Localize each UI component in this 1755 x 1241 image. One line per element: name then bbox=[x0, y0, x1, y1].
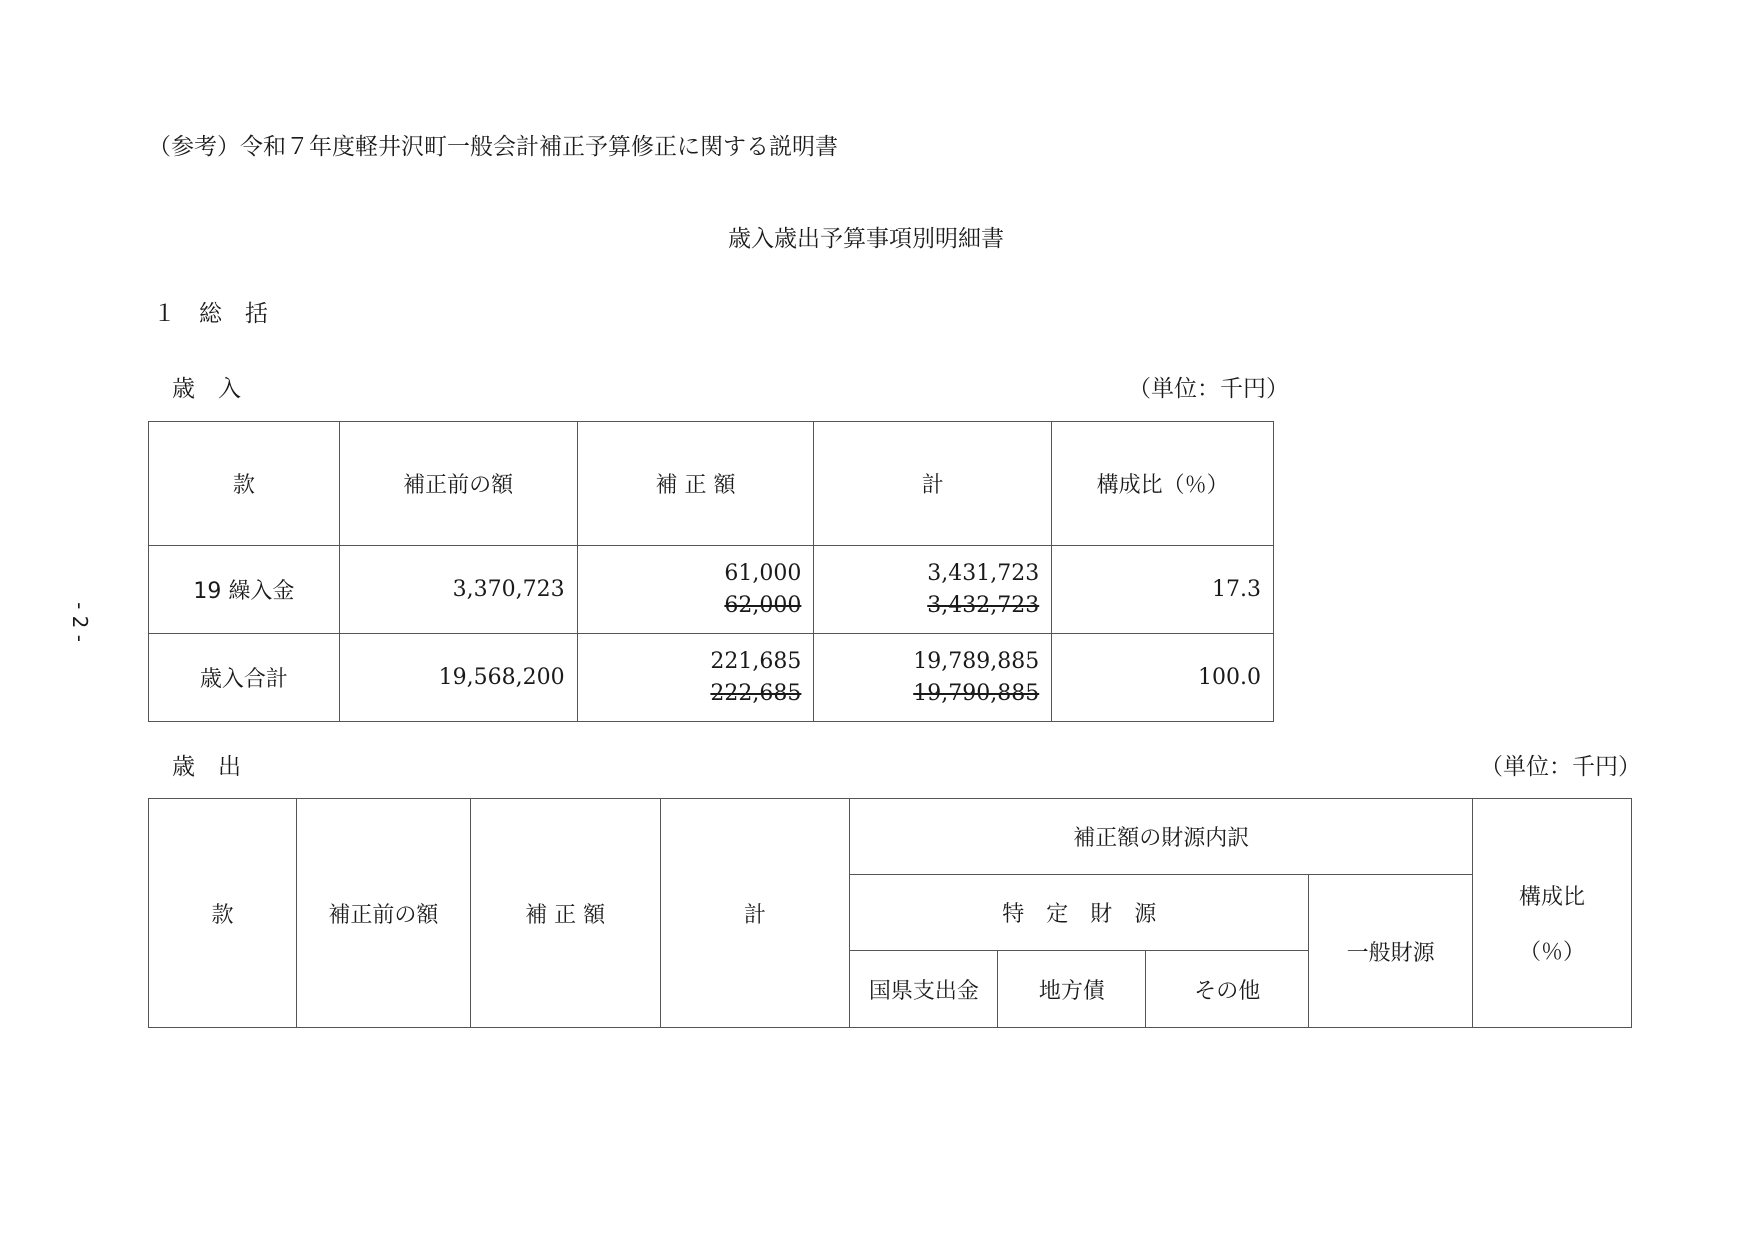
revenue-item-cell: 19 繰入金 bbox=[149, 546, 340, 634]
correction-old-value: 62,000 bbox=[724, 592, 802, 618]
expenditure-header-item: 款 bbox=[149, 799, 297, 1028]
expenditure-table bbox=[148, 798, 1632, 1028]
revenue-before-cell: 19,568,200 bbox=[339, 634, 577, 722]
correction-new-value: 61,000 bbox=[724, 560, 802, 586]
correction-old-value: 222,685 bbox=[710, 680, 802, 706]
revenue-before-cell: 3,370,723 bbox=[339, 546, 577, 634]
revenue-correction-cell bbox=[577, 546, 814, 634]
expenditure-header-ratio bbox=[1473, 799, 1632, 1028]
expenditure-header-specific: 特 定 財 源 bbox=[850, 875, 1309, 951]
revenue-unit: （単位：千円） bbox=[1128, 376, 1289, 402]
expenditure-header-other: その他 bbox=[1146, 951, 1309, 1028]
total-new-value: 3,431,723 bbox=[927, 560, 1040, 586]
revenue-total-cell bbox=[814, 546, 1052, 634]
section-heading: １ 総 括 bbox=[153, 301, 268, 327]
revenue-item-cell: 歳入合計 bbox=[149, 634, 340, 722]
expenditure-header-correction: 補 正 額 bbox=[470, 799, 660, 1028]
document-title: （参考）令和７年度軽井沢町一般会計補正予算修正に関する説明書 bbox=[148, 134, 838, 160]
revenue-label: 歳 入 bbox=[172, 376, 241, 402]
expenditure-header-before: 補正前の額 bbox=[296, 799, 470, 1028]
expenditure-header-total: 計 bbox=[660, 799, 850, 1028]
revenue-header-ratio: 構成比（％） bbox=[1052, 422, 1274, 546]
total-old-value: 19,790,885 bbox=[913, 680, 1040, 706]
expenditure-unit: （単位：千円） bbox=[1480, 754, 1641, 780]
page-number: - 2 - bbox=[67, 602, 92, 642]
revenue-total-cell bbox=[814, 634, 1052, 722]
revenue-header-correction: 補 正 額 bbox=[577, 422, 814, 546]
table-row bbox=[149, 546, 1274, 634]
expenditure-header-national: 国県支出金 bbox=[850, 951, 998, 1028]
revenue-table bbox=[148, 421, 1274, 722]
expenditure-header-general: 一般財源 bbox=[1309, 875, 1473, 1028]
revenue-ratio-cell: 100.0 bbox=[1052, 634, 1274, 722]
subtitle: 歳入歳出予算事項別明細書 bbox=[728, 226, 1004, 252]
total-old-value: 3,432,723 bbox=[927, 592, 1040, 618]
revenue-header-row bbox=[149, 422, 1274, 546]
revenue-correction-cell bbox=[577, 634, 814, 722]
ratio-unit: （％） bbox=[1519, 939, 1586, 965]
correction-new-value: 221,685 bbox=[710, 648, 802, 674]
revenue-header-before: 補正前の額 bbox=[339, 422, 577, 546]
revenue-header-total: 計 bbox=[814, 422, 1052, 546]
ratio-label: 構成比 bbox=[1519, 884, 1586, 910]
revenue-header-item: 款 bbox=[149, 422, 340, 546]
total-new-value: 19,789,885 bbox=[913, 648, 1040, 674]
table-row bbox=[149, 634, 1274, 722]
expenditure-label: 歳 出 bbox=[172, 754, 241, 780]
revenue-ratio-cell: 17.3 bbox=[1052, 546, 1274, 634]
expenditure-header-row-1 bbox=[149, 799, 1632, 875]
expenditure-header-local-bond: 地方債 bbox=[998, 951, 1146, 1028]
expenditure-header-funding: 補正額の財源内訳 bbox=[850, 799, 1473, 875]
